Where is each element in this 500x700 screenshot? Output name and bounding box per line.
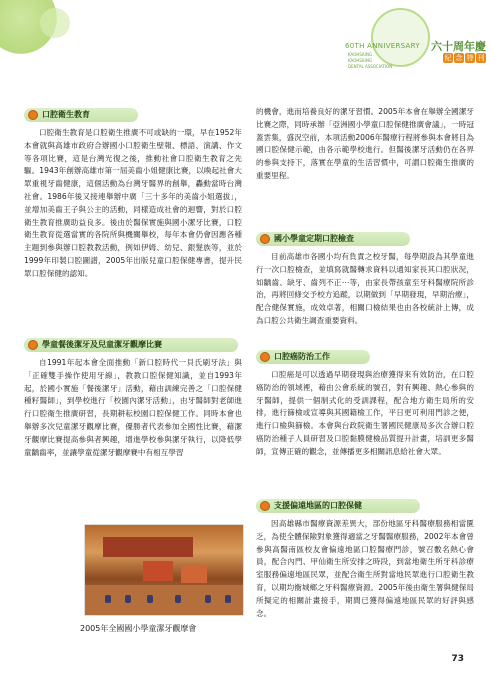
bullet-icon <box>260 234 270 244</box>
right-column-section3 <box>256 232 474 328</box>
section-heading-oral-cancer <box>256 350 370 364</box>
corner-decoration-circle <box>40 8 70 38</box>
photo-person <box>105 595 111 603</box>
section-body-continued: 的機會，進而培養良好的潔牙習慣。2005年本會在舉辦全國潔牙比賽之際，同時承辦「亞洲國小學童口腔保健推廣會議」，一時冠蓋雲集，盛況空前，本項活動2006年醫療行程將參與本會將目為國口腔保健示範，由各示範學校進行。但醫後潔牙活動仍在各界的參與支持下，落實在學童的生活習慣中，可謂口腔衛生推廣的重要里程。 <box>256 107 474 180</box>
anniversary-logo-circle <box>371 8 430 67</box>
right-column-section5 <box>256 499 474 620</box>
section-body: 自1991年起本會全面推動「新口腔時代一貝氏刷牙法」與「正確雙手操作使用牙線」，教教口腔保健知識，並自1993年起，於國小實施「餐後潔牙」活動，藉由訓練完善之「口腔保健種籽醫師」，到學校進行「校園內潔牙活動」，由牙醫師對老師進行口腔衛生推廣研習，長期耕耘校園口腔保健工作。同時本會也舉辦多次兒童潔牙觀摩比賽，優勝者代表參加全國性比賽，藉潔牙觀摩比賽提高參與者興趣，增進學校參與潔牙執行，以降低學童齲齒率，並讓學童從潔牙觀摩賽中有相互學習 <box>24 358 242 457</box>
anniversary-en-line3: KAOHSIUNG <box>348 58 373 63</box>
badge-char: 刊 <box>477 54 485 62</box>
special-issue-badge <box>443 53 486 63</box>
bullet-icon <box>28 340 38 350</box>
left-column <box>24 108 242 281</box>
section-heading-oral-health-education <box>24 108 138 122</box>
section-title: 學童餐後潔牙及兒童潔牙觀摩比賽 <box>42 339 162 349</box>
badge-char: 特 <box>466 54 474 62</box>
anniversary-zh-title: 六十周年慶 <box>431 40 486 53</box>
section-title: 口腔癌防治工作 <box>274 351 330 361</box>
photo-caption: 2005年全國國小學童潔牙觀摩會 <box>80 624 197 633</box>
section-body: 因高雄縣市醫療資源差異大，部份地區牙科醫療服務相當匱乏，為使全體保險對象獲得適當之牙醫醫療服務，2002年本會曾參與高醫南區校友會偏遠地區口腔醫療門診，號召數名熱心會員，配合內門、甲仙衛生所安排之時段，到當地衛生所牙科診療室服務偏遠地區民眾，並配合衛生所對當地民眾進行口腔衛生教育，以期均衡城鄉之牙科醫療資源。2005年後由衛生署與健保局所擬定的相關計畫接手，期間已獲得偏遠地區民眾的好評與感念。 <box>256 519 474 618</box>
bullet-icon <box>260 352 270 362</box>
section-body: 口腔衛生教育是口腔衛生推廣不可或缺的一環，早在1952年本會就與高雄市政府合辦國小口腔衛生壁報、標語、演講、作文等各項比賽，這是台灣光復之後，推動社會口腔衛生教育之先驅。1943年創辦高雄市第一屆美齒小姐健康比賽，以喚起社會大眾重視牙齒健康，這個活動為台灣牙醫界的創舉，轟動當時台灣社會。1986年後又接連舉辦中廣「三十多年的美齒小姐選拔」，並增加美齒王子與公主的活動，同樣造成社會的迴響，對於口腔衛生教育推廣助益良多。後由於醫保實施與國小潔牙比賽，口腔衛生教育從選當實的各院所與機關舉校，每年本會仍會因應各種主題到參與辦口腔教教活動，例如伊姆、幼兒、銀髮族等，並於1999年印製口腔圖譜，2005年出版兒童口腔保健專書，提升民眾口腔保健的認知。 <box>24 128 242 278</box>
anniversary-en-title: 60TH ANNIVERSARY <box>345 42 420 50</box>
photo-person <box>147 595 153 603</box>
photo-banner <box>103 537 193 557</box>
photo-person <box>125 595 131 603</box>
right-column-section4 <box>256 350 474 459</box>
bullet-icon <box>260 501 270 511</box>
badge-char: 念 <box>455 54 463 62</box>
section-heading-remote-areas <box>256 499 420 513</box>
photo-person <box>225 595 231 603</box>
photo-board <box>181 565 207 583</box>
badge-char: 紀 <box>444 54 452 62</box>
left-column-section2 <box>24 338 242 459</box>
section-title: 國小學童定期口腔檢查 <box>274 233 354 243</box>
bullet-icon <box>28 110 38 120</box>
section-heading-school-dental-check <box>256 232 410 246</box>
photo-board <box>143 561 173 581</box>
page-number: 73 <box>451 654 464 664</box>
photo-person <box>175 595 181 603</box>
section-heading-toothbrushing <box>24 338 238 352</box>
anniversary-en-line2: KAOHSIUNG <box>348 52 373 57</box>
photo-person <box>205 595 211 603</box>
event-photo <box>84 524 244 616</box>
section-title: 支援偏遠地區的口腔保健 <box>274 500 362 510</box>
anniversary-header <box>290 8 490 69</box>
right-column <box>256 106 474 183</box>
section-title: 口腔衛生教育 <box>42 109 90 119</box>
anniversary-en-line4: DENTAL ASSOCIATION <box>348 64 393 69</box>
section-body: 口腔癌是可以透過早期發現與治療獲得來有效防治，在口腔癌防治的領域裡，藉由公會系統的號召，對有興趣、熱心參與的牙醫師，提供一個制式化的受訓課程，配合地方衛生局所的安排，進行篩檢或宣導與其國籍檢工作，平日更可利用門診之便，進行口檢與篩檢。本會與台政院衛生署國民健康局多次合辦口腔癌防治種子人員研習及口腔黏膜健檢品質提升計畫，培訓更多醫師，宣傳正確的觀念，並傳播更多相關訊息給社會大眾。 <box>256 370 474 456</box>
section-body: 目前高雄市各國小均有負責之校牙醫，每學期設為其學童進行一次口腔檢查，並填寫就醫轉求資料以通知家長其口腔狀況，如齲齒、缺牙、齒列不正⋯等，由家長帶孩童至牙科醫療院所診治，再將回條交予校方追蹤，以期做到「早期發現，早期治療」，配合健保實施，成效卓著，相關口檢結果也由各校統計上傳，成為口腔公共衛生調查重要資料。 <box>256 252 474 325</box>
